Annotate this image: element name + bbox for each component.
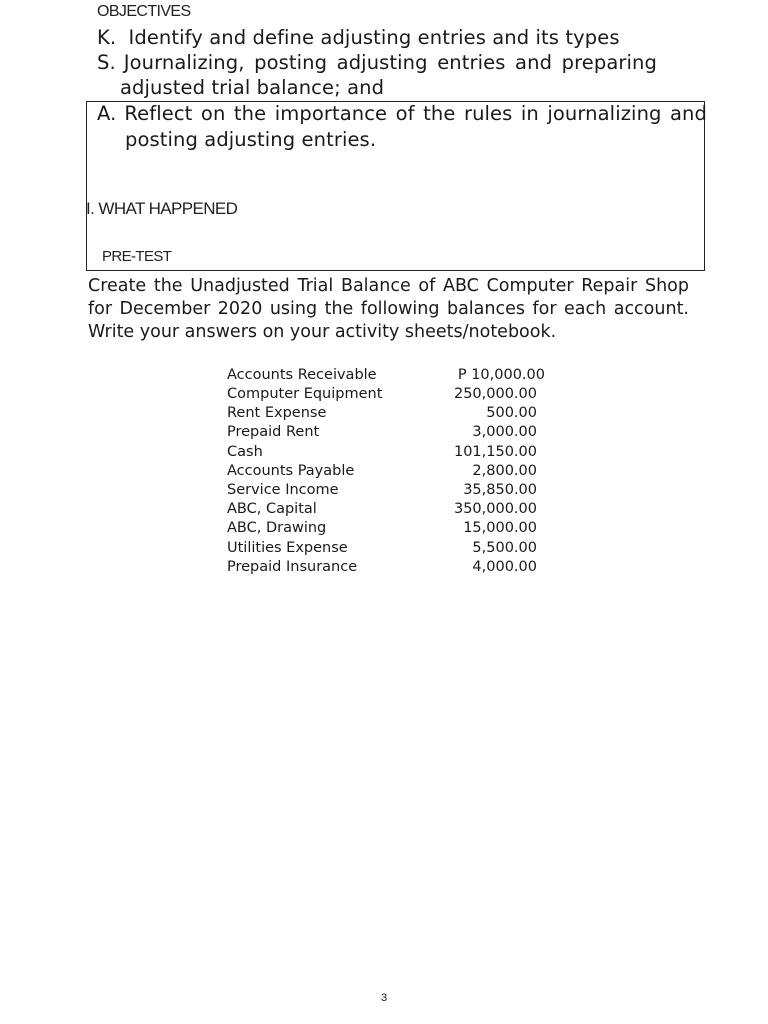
objective-s	[97, 51, 657, 74]
objective-text: Identify and define adjusting entries and its types	[128, 26, 620, 49]
account-row	[227, 444, 547, 463]
account-amount: 35,850.00	[463, 482, 537, 498]
account-name: Service Income	[227, 482, 339, 498]
objective-marker: S.	[97, 51, 116, 74]
account-amount: 2,800.00	[472, 463, 537, 479]
account-row	[227, 482, 547, 501]
objective-box	[86, 101, 705, 271]
account-name: Accounts Payable	[227, 463, 355, 479]
objective-s-continued: adjusted trial balance; and	[120, 76, 385, 99]
page-number: 3	[380, 992, 388, 1004]
instructions-paragraph: Create the Unadjusted Trial Balance of ABC Computer Repair Shop for December 2020 using the following balances for each account. Write your answers on your activity sheets/notebook.	[88, 276, 689, 342]
account-row	[227, 367, 547, 386]
objective-marker: K.	[97, 26, 117, 49]
account-amount: 101,150.00	[453, 444, 537, 460]
account-row	[227, 559, 547, 578]
account-name: Rent Expense	[227, 405, 327, 421]
account-amount: 15,000.00	[463, 520, 537, 536]
account-name: ABC, Drawing	[227, 520, 327, 536]
objectives-heading: OBJECTIVES	[97, 3, 191, 20]
account-name: Computer Equipment	[227, 386, 383, 402]
account-name: Utilities Expense	[227, 540, 348, 556]
account-amount: 250,000.00	[453, 386, 537, 402]
objective-text: Reflect on the importance of the rules in journalizing and	[124, 102, 707, 125]
account-row	[227, 520, 547, 539]
account-row	[227, 501, 547, 520]
account-amount: 5,500.00	[472, 540, 537, 556]
pretest-heading: PRE-TEST	[102, 248, 172, 265]
section-heading: I. WHAT HAPPENED	[86, 199, 238, 218]
account-amount: 4,000.00	[472, 559, 537, 575]
account-amount: 3,000.00	[472, 424, 537, 440]
objective-a-continued: posting adjusting entries.	[125, 128, 377, 151]
account-name: Cash	[227, 444, 263, 460]
account-name: Accounts Receivable	[227, 367, 377, 383]
account-name: Prepaid Rent	[227, 424, 320, 440]
account-name: ABC, Capital	[227, 501, 317, 517]
objective-a	[97, 102, 707, 125]
account-amount: P 10,000.00	[457, 367, 545, 383]
account-amount: 500.00	[486, 405, 537, 421]
account-row	[227, 386, 547, 405]
account-row	[227, 424, 547, 443]
objective-text: Journalizing, posting adjusting entries and preparing	[123, 51, 657, 74]
objective-marker: A.	[97, 102, 117, 125]
account-row	[227, 463, 547, 482]
account-amount: 350,000.00	[453, 501, 537, 517]
account-row	[227, 405, 547, 424]
account-name: Prepaid Insurance	[227, 559, 358, 575]
objective-k	[97, 26, 620, 49]
account-row	[227, 540, 547, 559]
